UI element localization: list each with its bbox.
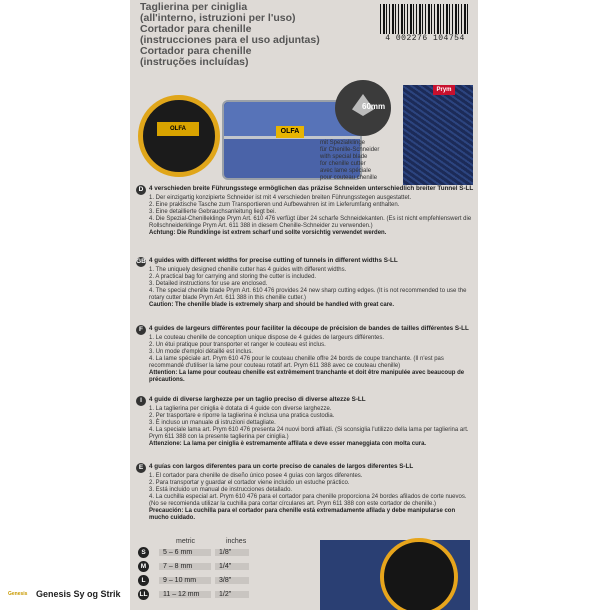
blade-text-line: for chenille cutter <box>320 161 366 167</box>
section-item: 2. A practical bag for carrying and storing the cutter is included. <box>149 274 317 280</box>
section-item: 4. La speciale lama art. Prym 610 476 presenta 24 nuovi bordi affilati. (Si sconsiglia l'utilizzo della lama per taglierina art. Prym 611 388 con la presente taglierina per ciniglia.) <box>149 427 469 440</box>
cutter-blade-image <box>380 538 458 610</box>
section-header <box>136 463 474 473</box>
size-row <box>138 545 288 559</box>
section-item: 1. El cortador para chenille de diseño único posee 4 guías con largos diferentes. <box>149 473 363 479</box>
section-item: 3. Eine detaillierte Gebrauchsanleitung liegt bei. <box>149 209 277 215</box>
section-warning: Attenzione: La lama per ciniglia è estremamente affilata e deve esser maneggiata con molta cura. <box>149 441 427 447</box>
size-metric: 9 – 10 mm <box>159 577 211 584</box>
instruction-section <box>136 396 474 448</box>
size-metric: 11 – 12 mm <box>159 591 211 598</box>
section-title: 4 guide di diverse larghezze per un taglio preciso di diverse altezze S-LL <box>149 396 366 403</box>
language-badge: I <box>136 396 146 406</box>
size-inches: 1/4" <box>215 563 249 570</box>
section-item: 4. La cuchilla especial art. Prym 610 476 para el cortador para chenille proporciona 24 bordes afilados de corte nuevos. (No se recomienda utilizar la cuchilla para cortar círculares art. Prym 611 388 con este cortador de chenille.) <box>149 494 467 507</box>
section-item: 1. La taglierina per ciniglia è dotata di 4 guide con diverse larghezze. <box>149 406 332 412</box>
section-item: 2. Para transportar y guardar el cortador viene incluido un estuche práctico. <box>149 480 350 486</box>
blade-text-line: with special blade <box>320 154 368 160</box>
section-item: 3. È incluso un manuale di istruzioni dettagliate. <box>149 420 276 426</box>
instruction-section <box>136 463 474 522</box>
size-metric: 5 – 6 mm <box>159 549 211 556</box>
size-metric: 7 – 8 mm <box>159 563 211 570</box>
size-letter: L <box>138 575 149 586</box>
section-header <box>136 257 474 267</box>
blade-description <box>320 140 410 182</box>
section-header <box>136 396 474 406</box>
size-row <box>138 573 288 587</box>
size-row <box>138 587 288 601</box>
blade-image <box>335 80 391 136</box>
language-badge: F <box>136 325 146 335</box>
title-line: Cortador para chenille <box>140 23 252 35</box>
blade-text-line: avec lame spéciale <box>320 168 372 174</box>
instruction-section <box>136 185 474 237</box>
blade-text-line: für Chenille-Schneider <box>320 147 380 153</box>
section-item: 2. Per trasportare e riporre la taglierina è inclusa una pratica custodia. <box>149 413 335 419</box>
size-letter: S <box>138 547 149 558</box>
size-table <box>138 538 288 601</box>
section-warning: Caution: The chenille blade is extremely sharp and should be handled with great care. <box>149 302 395 308</box>
store-watermark <box>8 587 121 601</box>
cutting-demo-image <box>320 540 470 610</box>
language-badge: E <box>136 463 146 473</box>
prym-logo: Prym <box>433 85 455 95</box>
chenille-fabric-image <box>403 85 473 185</box>
section-item: 3. Detailed instructions for use are enclosed. <box>149 281 268 287</box>
section-title: 4 verschieden breite Führungsstege ermöglichen das präzise Schneiden unterschiedlich breiter Tunnel S-LL <box>149 185 474 192</box>
section-warning: Attention: La lame pour couteau chenille est extrêmement tranchante et doit être manipulée avec beaucoup de précautions. <box>149 370 465 383</box>
size-letter: LL <box>139 590 148 598</box>
instruction-section <box>136 325 474 384</box>
title-line: Taglierina per ciniglia <box>140 1 248 13</box>
section-item: 2. Un étui pratique pour transporter et ranger le couteau est inclus. <box>149 342 326 348</box>
section-item: 1. The uniquely designed chenille cutter has 4 guides with different widths. <box>149 267 347 273</box>
barcode <box>380 4 470 42</box>
size-letter: M <box>138 561 149 572</box>
section-title: 4 guías con largos diferentes para un corte preciso de canales de largos diferentes S-LL <box>149 463 414 470</box>
store-name: Genesis Sy og Strik <box>36 589 121 599</box>
product-card <box>130 0 478 610</box>
barcode-bars <box>380 4 470 34</box>
section-header <box>136 185 474 195</box>
section-warning: Precaución: La cuchilla para el cortador para chenille está extremadamente afilada y debe manipularse con mucho cuidado. <box>149 508 456 521</box>
inches-header: inches <box>225 538 247 545</box>
blade-text-line: mit Spezialklinge <box>320 140 366 146</box>
blade-text-line: pour couteau chenille <box>320 175 378 181</box>
size-inches: 1/8" <box>215 549 249 556</box>
section-header <box>136 325 474 335</box>
size-inches: 3/8" <box>215 577 249 584</box>
section-item: 1. Le couteau chenille de conception unique dispose de 4 guides de largeurs différentes. <box>149 335 385 341</box>
size-inches: 1/2" <box>215 591 249 598</box>
blade-size: 60mm <box>362 102 386 111</box>
language-badge: GB <box>136 258 146 265</box>
section-item: 4. The special chenille blade Prym Art. 610 476 provides 24 new sharp cutting edges. (It is not recommended to use the rotary cutter blade Prym Art. 611 388 in this chenille cutter.) <box>149 288 467 301</box>
chenille-cutter-image <box>138 95 220 177</box>
section-item: 4. La lame spéciale art. Prym 610 476 pour le couteau chenille offre 24 bords de coupe tranchante. (Il n'est pas recommandé d'utiliser la lame pour couteau rotatif art. Prym 611 388 avec ce couteau chenille) <box>149 356 444 369</box>
title-line: Cortador para chenille <box>140 45 252 57</box>
size-row <box>138 559 288 573</box>
metric-header: metric <box>176 538 196 545</box>
section-item: 1. Der einzigartig konzipierte Schneider ist mit 4 verschieden breiten Führungsstegen ausgestattet. <box>149 195 412 201</box>
instruction-section <box>136 257 474 309</box>
title-line: (instrucciones para el uso adjuntas) <box>140 34 320 46</box>
size-table-header <box>176 538 288 545</box>
language-badge: D <box>136 185 146 195</box>
section-item: 2. Eine praktische Tasche zum Transportieren und Aufbewahren ist im Lieferumfang enthalten. <box>149 202 400 208</box>
cutter-label: OLFA <box>157 122 199 136</box>
section-item: 4. Die Spezial-Chenilleklinge Prym Art. 610 476 verfügt über 24 scharfe Schneidekanten. (Es ist nicht empfehlenswert die Rollschneiderklinge Prym Art. 611 388 in diesem Chenille-Schneider zu verwenden.) <box>149 216 472 229</box>
barcode-number: 4 002276 104754 <box>385 34 465 43</box>
section-item: 3. Un mode d'emploi détaillé est inclus. <box>149 349 253 355</box>
pouch-logo: OLFA <box>276 126 304 138</box>
section-title: 4 guides with different widths for precise cutting of tunnels in different widths S-LL <box>149 257 398 264</box>
title-line: (all'interno, istruzioni per l'uso) <box>140 12 296 24</box>
product-titles <box>140 2 360 68</box>
section-item: 3. Está incluido un manual de instrucciones detallado. <box>149 487 293 493</box>
section-warning: Achtung: Die Rundklinge ist extrem scharf und sollte vorsichtig verwendet werden. <box>149 230 387 236</box>
section-title: 4 guides de largeurs différentes pour faciliter la découpe de précision de bandes de tailles différentes S-LL <box>149 325 469 332</box>
store-logo: Genesis <box>8 591 28 597</box>
title-line: (instruções incluídas) <box>140 56 249 68</box>
